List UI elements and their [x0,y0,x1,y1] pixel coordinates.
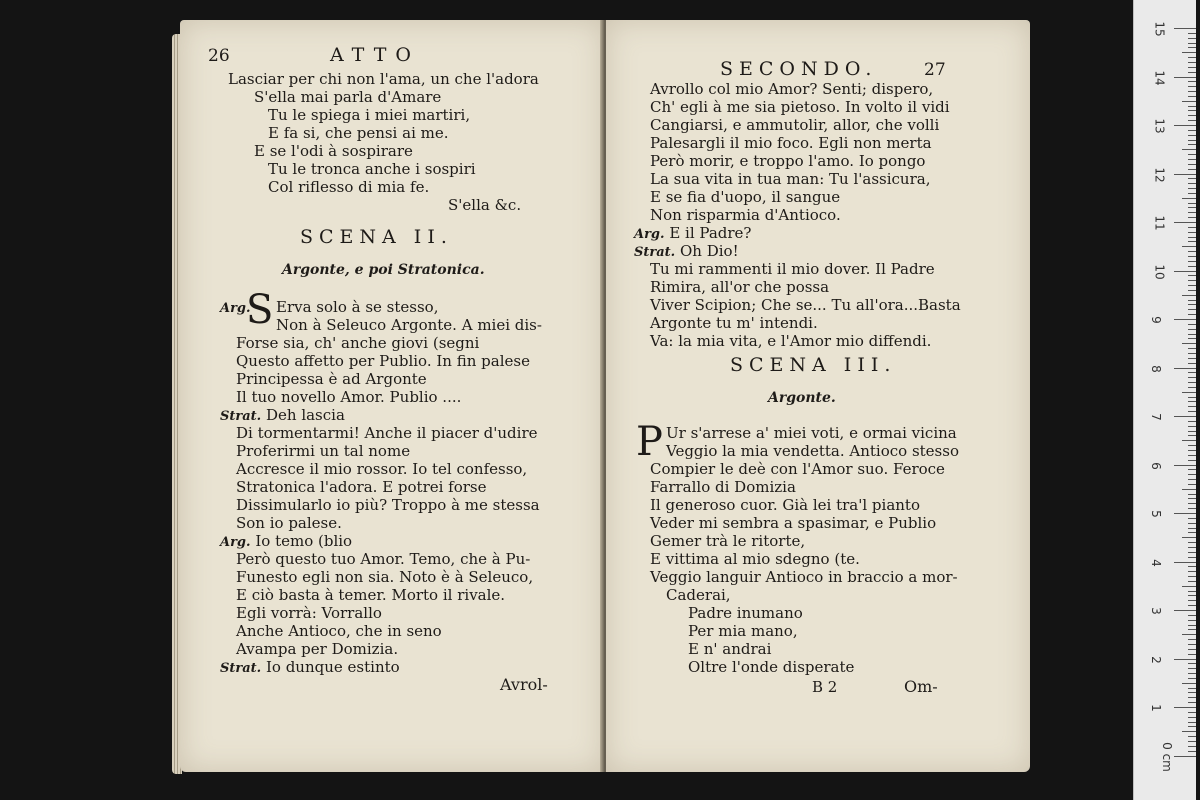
ruler-tick [1188,528,1196,529]
ruler-tick [1188,649,1196,650]
ruler-tick [1188,654,1196,655]
speaker-label: Strat. [220,661,262,676]
ruler-tick [1182,440,1196,441]
ruler-tick [1188,110,1196,111]
ruler-tick [1182,52,1196,53]
open-book [172,20,1032,772]
drop-capital: S [246,287,274,333]
ruler-tick [1188,484,1196,485]
ruler-tick [1188,363,1196,364]
ruler-tick [1188,314,1196,315]
text-line: Veder mi sembra a spasimar, e Publio [650,514,937,532]
left-running-head: ATTO [330,44,420,66]
ruler-tick [1188,275,1196,276]
ruler-number: 10 [1152,263,1167,280]
ruler-tick [1188,566,1196,567]
ruler-tick [1182,198,1196,199]
dialogue-line: Dissimularlo io più? Troppo à me stessa [236,496,540,514]
speaker-label: Strat. [634,245,676,260]
dialogue-text: Io temo (blio [255,532,353,550]
text-line: Palesargli il mio foco. Egli non merta [650,134,932,152]
ruler-tick [1188,96,1196,97]
ruler-tick [1188,135,1196,136]
ruler-tick [1188,508,1196,509]
ruler-number: 8 [1148,364,1163,373]
ruler-tick [1188,217,1196,218]
dialogue-line: Il tuo novello Amor. Publio .... [236,388,462,406]
ruler-tick [1188,688,1196,689]
text-line: S'ella &c. [448,196,522,214]
ruler-tick [1188,86,1196,87]
ruler-tick [1188,581,1196,582]
left-page-number: 26 [208,46,230,66]
ruler-tick [1188,178,1196,179]
ruler-tick [1188,600,1196,601]
dialogue-line: Principessa è ad Argonte [236,370,427,388]
ruler-tick [1188,692,1196,693]
text-line: Tu le tronca anche i sospiri [268,160,476,178]
ruler-tick [1188,159,1196,160]
ruler-tick [1188,169,1196,170]
ruler-tick [1188,591,1196,592]
ruler-tick [1188,494,1196,495]
ruler-tick [1174,756,1196,757]
dialogue-line: Di tormentarmi! Anche il piacer d'udire [236,424,538,442]
signature-mark: B 2 [812,678,838,696]
ruler-tick [1182,489,1196,490]
ruler-tick [1182,634,1196,635]
text-line: E fa si, che pensi ai me. [268,124,449,142]
ruler-tick [1188,57,1196,58]
ruler-tick [1188,455,1196,456]
measurement-ruler [1133,0,1196,800]
ruler-tick [1188,435,1196,436]
ruler-tick [1174,562,1196,563]
ruler-tick [1188,334,1196,335]
dialogue-line: E ciò basta à temer. Morto il rivale. [236,586,506,604]
ruler-number: 3 [1148,607,1163,615]
ruler-tick [1188,450,1196,451]
ruler-tick [1188,639,1196,640]
ruler-number: 9 [1148,316,1163,324]
left-page [180,20,604,772]
dialogue-line: Stratonica l'adora. E potrei forse [236,478,487,496]
scene-title: SCENA II. [300,226,453,248]
ruler-number: 15 [1152,21,1167,37]
ruler-number: 13 [1152,118,1167,134]
ruler-tick [1188,445,1196,446]
dialogue-line: Egli vorrà: Vorrallo [236,604,382,622]
ruler-tick [1188,251,1196,252]
right-running-head: SECONDO. [720,58,878,80]
dialogue-line: Son io palese. [236,514,342,532]
ruler-number: 2 [1148,655,1163,664]
ruler-tick [1188,668,1196,669]
ruler-tick [1174,222,1196,223]
ruler-tick [1188,387,1196,388]
ruler-tick [1188,542,1196,543]
scene-characters: Argonte, e poi Stratonica. [282,262,485,278]
ruler-tick [1182,343,1196,344]
text-line: Il generoso cuor. Già lei tra'l pianto [650,496,920,514]
ruler-tick [1188,571,1196,572]
ruler-tick [1188,237,1196,238]
ruler-tick [1188,261,1196,262]
ruler-tick [1188,309,1196,310]
ruler-tick [1188,280,1196,281]
ruler-tick [1188,290,1196,291]
text-line: Veggio languir Antioco in braccio a mor- [650,568,958,586]
dialogue-line [220,658,400,678]
ruler-tick [1188,697,1196,698]
text-line: Però morir, e troppo l'amo. Io pongo [650,152,926,170]
ruler-tick [1188,411,1196,412]
ruler-tick [1188,72,1196,73]
dialogue-text: Deh lascia [265,406,345,424]
ruler-tick [1188,469,1196,470]
ruler-tick [1188,120,1196,121]
dialogue-line: Questo affetto per Publio. In fin palese [236,352,530,370]
text-line: S'ella mai parla d'Amare [254,88,442,106]
text-line: E vittima al mio sdegno (te. [650,550,860,568]
dialogue-line [634,224,751,244]
ruler-tick [1182,683,1196,684]
dialogue-line [634,242,739,262]
ruler-tick [1188,329,1196,330]
ruler-tick [1188,358,1196,359]
ruler-tick [1188,81,1196,82]
text-line: Argonte tu m' intendi. [650,314,818,332]
dialogue-line: Forse sia, ch' anche giovi (segni [236,334,480,352]
ruler-tick [1188,183,1196,184]
ruler-tick [1188,353,1196,354]
ruler-tick [1188,212,1196,213]
ruler-number: 6 [1148,461,1163,470]
text-line: Rimira, all'or che possa [650,278,830,296]
dialogue-line: Non à Seleuco Argonte. A miei dis- [276,316,542,334]
ruler-tick [1188,751,1196,752]
dialogue-text: Oh Dio! [679,242,739,260]
ruler-tick [1188,300,1196,301]
ruler-tick [1188,663,1196,664]
ruler-tick [1188,130,1196,131]
ruler-tick [1188,746,1196,747]
text-line: Compier le deè con l'Amor suo. Feroce [650,460,945,478]
ruler-tick [1188,227,1196,228]
ruler-tick [1188,188,1196,189]
ruler-tick [1188,115,1196,116]
verse-line: Oltre l'onde disperate [688,658,855,676]
ruler-tick [1182,537,1196,538]
ruler-tick [1188,644,1196,645]
ruler-tick [1188,552,1196,553]
ruler-tick [1174,368,1196,369]
text-line: Cangiarsi, e ammutolir, allor, che volli [650,116,940,134]
ruler-tick [1188,241,1196,242]
ruler-tick [1188,348,1196,349]
ruler-tick [1188,474,1196,475]
speaker-label: Arg. [220,301,251,316]
ruler-tick [1188,532,1196,533]
text-line: E se l'odi à sospirare [254,142,413,160]
ruler-tick [1174,513,1196,514]
ruler-tick [1188,67,1196,68]
ruler-tick [1174,174,1196,175]
ruler-tick [1174,28,1196,29]
ruler-number: 7 [1148,413,1163,421]
ruler-tick [1174,416,1196,417]
ruler-tick [1188,106,1196,107]
text-line: Veggio la mia vendetta. Antioco stesso [666,442,959,460]
text-line: Farrallo di Domizia [650,478,796,496]
ruler-tick [1188,43,1196,44]
text-line: Viver Scipion; Che se... Tu all'ora...Basta [650,296,961,314]
ruler-tick [1188,576,1196,577]
text-line: La sua vita in tua man: Tu l'assicura, [650,170,931,188]
ruler-tick [1188,673,1196,674]
ruler-tick [1188,193,1196,194]
ruler-tick [1188,266,1196,267]
dialogue-line [220,532,352,552]
ruler-tick [1188,678,1196,679]
ruler-tick [1188,382,1196,383]
ruler-tick [1188,460,1196,461]
ruler-tick [1174,465,1196,466]
text-line: Non risparmia d'Antioco. [650,206,841,224]
dialogue-line: Anche Antioco, che in seno [236,622,442,640]
text-line: E se fia d'uopo, il sangue [650,188,841,206]
ruler-tick [1188,372,1196,373]
ruler-tick [1188,91,1196,92]
ruler-number: 1 [1148,704,1163,712]
ruler-tick [1174,610,1196,611]
ruler-tick [1182,392,1196,393]
dialogue-line [220,406,345,426]
ruler-tick [1174,271,1196,272]
right-page-number: 27 [924,60,946,80]
ruler-tick [1188,741,1196,742]
ruler-tick [1188,547,1196,548]
ruler-tick [1188,140,1196,141]
ruler-number: 4 [1148,558,1163,567]
verse-line: E n' andrai [688,640,772,658]
ruler-tick [1188,726,1196,727]
ruler-tick [1188,426,1196,427]
dialogue-line [220,298,251,318]
ruler-tick [1188,338,1196,339]
verse-line: Padre inumano [688,604,803,622]
dialogue-line: Proferirmi un tal nome [236,442,411,460]
ruler-tick [1182,731,1196,732]
scene-characters: Argonte. [768,390,836,406]
ruler-tick [1188,503,1196,504]
ruler-tick [1188,401,1196,402]
text-line: Tu le spiega i miei martiri, [268,106,471,124]
ruler-tick [1188,615,1196,616]
ruler-tick [1188,47,1196,48]
ruler-tick [1188,431,1196,432]
dialogue-line: Erva solo à se stesso, [276,298,439,316]
ruler-tick [1188,518,1196,519]
ruler-tick [1182,246,1196,247]
ruler-tick [1188,38,1196,39]
verse-line: Per mia mano, [688,622,798,640]
drop-capital: P [636,419,663,465]
ruler-tick [1174,659,1196,660]
ruler-tick [1188,324,1196,325]
text-line: Caderai, [666,586,731,604]
ruler-tick [1188,620,1196,621]
ruler-tick [1188,702,1196,703]
ruler-tick [1188,625,1196,626]
ruler-tick [1188,523,1196,524]
text-line: Ch' egli à me sia pietoso. In volto il vidi [650,98,950,116]
ruler-tick [1174,77,1196,78]
ruler-tick [1188,605,1196,606]
dialogue-line: Avampa per Domizia. [236,640,399,658]
text-line: Tu mi rammenti il mio dover. Il Padre [650,260,935,278]
ruler-tick [1188,203,1196,204]
ruler-number: 0 cm [1159,741,1174,772]
ruler-tick [1188,557,1196,558]
ruler-tick [1188,629,1196,630]
ruler-tick [1188,397,1196,398]
dialogue-text: Io dunque estinto [265,658,400,676]
ruler-tick [1188,256,1196,257]
text-line: Avrollo col mio Amor? Senti; dispero, [650,80,934,98]
scene-title: SCENA III. [730,354,897,376]
catchword: Avrol- [500,675,548,694]
ruler-tick [1188,595,1196,596]
ruler-tick [1182,295,1196,296]
ruler-tick [1188,33,1196,34]
text-line: Col riflesso di mia fe. [268,178,430,196]
ruler-tick [1188,406,1196,407]
ruler-tick [1188,712,1196,713]
ruler-number: 12 [1152,166,1167,183]
ruler-tick [1188,144,1196,145]
ruler-tick [1182,149,1196,150]
ruler-tick [1188,717,1196,718]
ruler-tick [1188,232,1196,233]
ruler-tick [1188,154,1196,155]
ruler-tick [1174,125,1196,126]
text-line: Gemer trà le ritorte, [650,532,806,550]
ruler-tick [1188,62,1196,63]
dialogue-line: Funesto egli non sia. Noto è à Seleuco, [236,568,534,586]
ruler-number: 14 [1152,69,1167,86]
ruler-tick [1182,586,1196,587]
ruler-tick [1182,101,1196,102]
ruler-tick [1188,498,1196,499]
ruler-tick [1188,164,1196,165]
right-page [606,20,1030,772]
dialogue-text: E il Padre? [669,224,752,242]
ruler-tick [1188,736,1196,737]
ruler-number: 5 [1148,510,1163,518]
ruler-tick [1188,285,1196,286]
dialogue-line: Però questo tuo Amor. Temo, che à Pu- [236,550,531,568]
text-line: Lasciar per chi non l'ama, un che l'adora [228,70,539,88]
ruler-number: 11 [1152,215,1167,231]
ruler-tick [1188,722,1196,723]
ruler-tick [1188,377,1196,378]
text-line: Ur s'arrese a' miei voti, e ormai vicina [666,424,957,442]
speaker-label: Strat. [220,409,262,424]
speaker-label: Arg. [220,535,251,550]
speaker-label: Arg. [634,227,665,242]
ruler-tick [1188,479,1196,480]
dialogue-line: Accresce il mio rossor. Io tel confesso, [236,460,528,478]
text-line: Va: la mia vita, e l'Amor mio diffendi. [650,332,932,350]
catchword: Om- [904,677,938,696]
ruler-tick [1174,707,1196,708]
ruler-tick [1188,304,1196,305]
ruler-tick [1188,207,1196,208]
ruler-tick [1174,319,1196,320]
ruler-tick [1188,421,1196,422]
